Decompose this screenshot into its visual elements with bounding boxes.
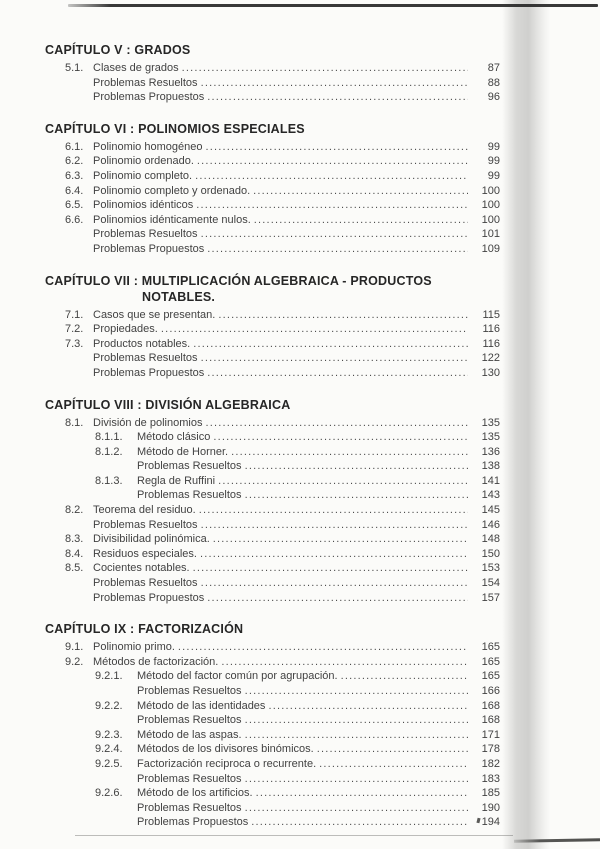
toc-entry-label: Problemas Propuestos [93, 91, 205, 104]
toc-entry-number: 9.2.1. [95, 670, 123, 683]
toc-entry [65, 640, 500, 655]
dot-leader [199, 503, 468, 518]
toc-entry [65, 532, 500, 547]
toc-entry [93, 576, 500, 591]
toc-entry-label: Clases de grados [93, 62, 179, 74]
toc-entry-label: Método de las aspas. [137, 728, 242, 741]
chapter-title: CAPÍTULO VI : POLINOMIOS ESPECIALES [45, 121, 305, 136]
dot-leader [213, 430, 468, 445]
toc-entry-page: 135 [481, 416, 500, 429]
toc-entry-page: 166 [481, 685, 500, 697]
toc-entry-label: Problemas Propuestos [93, 242, 205, 255]
scan-top-line [68, 4, 598, 7]
dot-leader [245, 713, 468, 728]
scan-bottom-line [75, 835, 513, 836]
toc-entry-label: Productos notables. [93, 337, 191, 350]
toc-entry-label: Polinomio homogéneo [93, 140, 203, 153]
toc-entry-label: Problemas Propuestos [93, 366, 205, 379]
toc-entry [137, 488, 500, 503]
toc-entry-label: Método de Horner. [137, 445, 229, 458]
toc-entry-label: Problemas Propuestos [137, 816, 249, 829]
toc-entry-page: 168 [481, 699, 500, 712]
toc-entry [65, 213, 500, 228]
chapter-block [0, 42, 600, 105]
toc-entry [65, 547, 500, 562]
dot-leader [201, 351, 468, 366]
dot-leader [268, 699, 468, 714]
dot-leader [193, 561, 468, 576]
table-of-contents [0, 42, 600, 830]
toc-entry-number: 8.4. [65, 547, 84, 560]
toc-entry-number: 6.4. [65, 184, 84, 197]
toc-entry-page: 122 [481, 352, 500, 365]
toc-entry-number: 7.1. [65, 308, 84, 321]
toc-entry-label: Problemas Resueltos [93, 228, 198, 241]
dot-leader [253, 184, 468, 199]
toc-entry-label: Regla de Ruffini [137, 474, 216, 487]
dot-leader [201, 518, 468, 533]
toc-entry-label: Problemas Resueltos [137, 772, 242, 785]
toc-entry-number: 6.1. [65, 140, 84, 153]
toc-entry-page: 178 [481, 743, 500, 756]
dot-leader [245, 801, 468, 816]
dot-leader [200, 547, 468, 562]
dot-leader [197, 154, 468, 169]
dot-leader [254, 213, 468, 228]
toc-entry-label: Problemas Resueltos [137, 685, 242, 697]
toc-entry [95, 474, 500, 489]
toc-entry-page: 100 [481, 199, 500, 212]
dot-leader [201, 576, 468, 591]
toc-entry-page: 165 [481, 641, 500, 654]
dot-leader [195, 169, 468, 184]
toc-entry-page: 168 [481, 714, 500, 727]
chapter-block [0, 121, 600, 257]
toc-entry [95, 445, 500, 460]
toc-entry-page: 190 [481, 801, 500, 814]
toc-entry-page: 99 [487, 140, 500, 153]
toc-entry-page: 194 [481, 816, 500, 829]
toc-entry-page: 87 [487, 62, 500, 74]
toc-entry-number: 8.1.3. [95, 474, 123, 487]
toc-entry-page: 182 [481, 757, 500, 770]
toc-entry-label: Problemas Resueltos [93, 577, 198, 590]
toc-entry-label: Casos que se presentan. [93, 308, 216, 321]
dot-leader [196, 198, 468, 213]
dot-leader [161, 322, 468, 337]
toc-entry-number: 9.2.5. [95, 757, 123, 770]
chapter-title-line2: NOTABLES. [142, 289, 216, 304]
toc-entry [65, 140, 500, 155]
toc-entry-label: Problemas Resueltos [93, 352, 198, 365]
toc-entry-label: Métodos de factorización. [93, 655, 219, 668]
toc-entry-page: 135 [481, 431, 500, 444]
dot-leader [207, 591, 468, 606]
dot-leader [251, 815, 468, 830]
toc-entry-page: 96 [487, 91, 500, 104]
toc-entry-number: 8.5. [65, 562, 84, 575]
toc-entry-page: 183 [481, 772, 500, 785]
toc-entry-page: 145 [481, 504, 500, 517]
dot-leader [182, 61, 468, 76]
toc-entry [95, 430, 500, 445]
toc-entry [95, 669, 500, 684]
toc-entry [65, 154, 500, 169]
toc-entry-number: 6.6. [65, 213, 84, 226]
toc-entry [95, 742, 500, 757]
toc-entry-page: 115 [482, 308, 500, 321]
toc-entry-label: Polinomios idénticamente nulos. [93, 213, 251, 226]
toc-entry [95, 699, 500, 714]
toc-entry-label: Problemas Resueltos [93, 518, 198, 531]
toc-entry-page: 130 [481, 366, 500, 379]
toc-entry-number: 6.2. [65, 155, 84, 168]
toc-entry-page: 141 [481, 474, 500, 487]
toc-entry-label: Métodos de los divisores binómicos. [137, 743, 314, 756]
dot-leader [193, 337, 468, 352]
toc-entry-number: 9.1. [65, 641, 84, 654]
toc-entry-label: Propiedades. [93, 323, 158, 336]
toc-entry [93, 518, 500, 533]
toc-entry [93, 366, 500, 381]
chapter-title: CAPÍTULO VII : MULTIPLICACIÓN ALGEBRAICA - PRODUCTOS [45, 273, 432, 288]
chapter-block [0, 273, 600, 381]
toc-entry-number: 8.1.1. [95, 431, 123, 444]
dot-leader [317, 742, 468, 757]
toc-entry-page: 88 [487, 76, 500, 89]
toc-entry-number: 8.1.2. [95, 445, 123, 458]
toc-entry [137, 772, 500, 787]
toc-entry [95, 786, 500, 801]
toc-entry-label: Cocientes notables. [93, 562, 190, 575]
toc-entry [137, 713, 500, 728]
toc-entry-label: Problemas Resueltos [137, 801, 242, 814]
toc-entry-label: Problemas Resueltos [137, 489, 242, 502]
toc-entry [93, 591, 500, 606]
toc-entry [65, 503, 500, 518]
toc-entry-label: Polinomios idénticos [93, 199, 194, 212]
toc-entry-label: Método clásico [137, 431, 211, 444]
toc-entry-page: 100 [481, 184, 500, 197]
toc-entry-number: 9.2. [65, 655, 84, 668]
toc-entry-number: 8.1. [65, 416, 84, 429]
dot-leader [245, 728, 468, 743]
toc-entry-page: 99 [487, 155, 500, 168]
toc-entry-page: 101 [481, 228, 500, 241]
toc-entry-label: Problemas Resueltos [93, 76, 198, 89]
toc-entry-label: Problemas Resueltos [137, 714, 242, 727]
toc-entry-page: 153 [481, 562, 500, 575]
toc-entry-page: 171 [481, 728, 500, 741]
dot-leader [231, 445, 468, 460]
toc-entry [95, 728, 500, 743]
toc-entry-page: 148 [481, 533, 500, 546]
toc-entry-page: 165 [481, 655, 500, 668]
toc-entry [93, 90, 500, 105]
toc-entry [93, 242, 500, 257]
chapter-title: CAPÍTULO V : GRADOS [45, 43, 191, 57]
dot-leader [245, 684, 468, 699]
toc-entry-number: 7.2. [65, 323, 84, 336]
toc-entry-number: 8.2. [65, 504, 84, 517]
toc-entry [65, 61, 500, 76]
dot-leader [218, 308, 468, 323]
toc-entry-label: Residuos especiales. [93, 547, 197, 560]
toc-entry-page: 116 [482, 323, 500, 336]
toc-entry-page: 157 [481, 591, 500, 604]
dot-leader [218, 474, 468, 489]
toc-entry [65, 198, 500, 213]
toc-entry-number: 9.2.2. [95, 699, 123, 712]
toc-entry-page: 185 [481, 787, 500, 800]
toc-entry [137, 684, 500, 699]
scan-corner-mark [514, 838, 600, 843]
toc-entry [65, 655, 500, 670]
dot-leader [207, 366, 468, 381]
toc-entry-number: 7.3. [65, 337, 84, 350]
toc-entry-label: Teorema del residuo. [93, 504, 196, 517]
dot-leader [205, 140, 468, 155]
toc-entry-page: 100 [481, 213, 500, 226]
toc-entry [65, 322, 500, 337]
chapter-title: CAPÍTULO VIII : DIVISIÓN ALGEBRAICA [45, 397, 291, 412]
toc-entry-label: Problemas Propuestos [93, 591, 205, 604]
dot-leader [205, 416, 468, 431]
dot-leader [178, 640, 468, 655]
toc-entry-page: 136 [481, 445, 500, 458]
toc-entry-number: 9.2.4. [95, 743, 123, 756]
chapter-block [0, 621, 600, 830]
toc-entry-label: Problemas Resueltos [137, 460, 242, 473]
toc-entry-label: Polinomio ordenado. [93, 155, 194, 168]
toc-entry-label: Método de los artificios. [137, 787, 253, 800]
toc-entry-page: 109 [481, 242, 500, 255]
dot-leader [207, 242, 468, 257]
toc-entry [65, 561, 500, 576]
dot-leader [245, 488, 468, 503]
toc-entry-label: Polinomio primo. [93, 641, 175, 654]
toc-entry [65, 337, 500, 352]
dot-leader [221, 655, 468, 670]
toc-entry-number: 8.3. [65, 533, 84, 546]
toc-entry [93, 227, 500, 242]
toc-entry-label: Divisibilidad polinómica. [93, 533, 210, 546]
dot-leader [207, 90, 468, 105]
toc-entry [93, 351, 500, 366]
toc-entry [65, 308, 500, 323]
toc-entry [65, 416, 500, 431]
toc-entry-page: 138 [481, 460, 500, 473]
dot-leader [341, 669, 468, 684]
dot-leader [201, 76, 468, 91]
chapter-block [0, 397, 600, 606]
toc-entry-label: División de polinomios [93, 416, 203, 429]
toc-entry [137, 815, 500, 830]
toc-entry [95, 757, 500, 772]
toc-entry-label: Método de las identidades [137, 699, 266, 712]
toc-entry-number: 9.2.3. [95, 728, 123, 741]
toc-entry [93, 76, 500, 91]
toc-entry-page: 146 [481, 518, 500, 531]
toc-entry-page: 116 [482, 337, 500, 350]
toc-entry-label: Polinomio completo y ordenado. [93, 184, 251, 197]
toc-entry-page: 99 [487, 169, 500, 182]
toc-entry-page: 154 [481, 577, 500, 590]
toc-entry-number: 9.2.6. [95, 787, 123, 800]
dot-leader [213, 532, 468, 547]
toc-entry-label: Método del factor común por agrupación. [137, 670, 338, 683]
dot-leader [256, 786, 468, 801]
toc-entry-page: 165 [481, 670, 500, 683]
toc-entry-page: 150 [481, 547, 500, 560]
toc-entry [65, 184, 500, 199]
toc-entry-number: 5.1. [65, 62, 84, 74]
toc-entry-number: 6.5. [65, 199, 84, 212]
dot-leader [245, 459, 468, 474]
dot-leader [201, 227, 468, 242]
toc-entry [137, 459, 500, 474]
toc-entry [65, 169, 500, 184]
toc-entry [137, 801, 500, 816]
toc-entry-page: 143 [481, 489, 500, 502]
toc-entry-label: Factorización reciproca o recurrente. [137, 757, 317, 770]
chapter-title: CAPÍTULO IX : FACTORIZACIÓN [45, 622, 244, 637]
toc-entry-label: Polinomio completo. [93, 169, 193, 182]
toc-entry-number: 6.3. [65, 169, 84, 182]
dot-leader [319, 757, 468, 772]
dot-leader [245, 772, 468, 787]
